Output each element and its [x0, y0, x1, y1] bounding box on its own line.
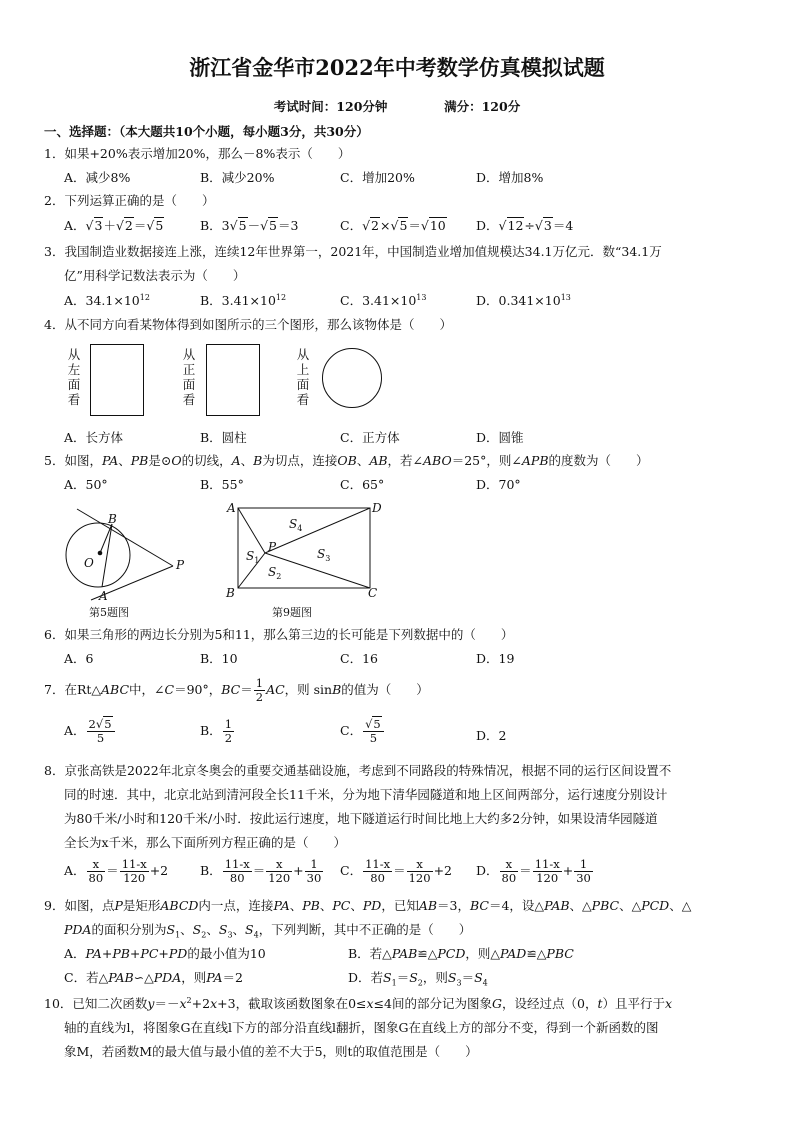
question-6-stem: 6．如果三角形的两边长分别为5和11，那么第三边的长可能是下列数据中的（ ） — [44, 627, 514, 642]
question-10-line2: 轴的直线为l，将图象G在直线l下方的部分沿直线l翻折，图象G在直线上方的部分不变，得到一个新函数的图 — [64, 1020, 659, 1035]
q8-option-d: D． $\frac{x}{80}$ ＝ $\frac{11-x}{120}$ + $\frac{1}{30}$ — [476, 857, 591, 885]
question-9-line2: PDA的面积分别为$S_1$、$S_2$、$S_3$、$S_4$，下列判断，其中不正确的是（ ） — [64, 922, 472, 940]
q2-option-b: B．3√5－√5＝3 — [200, 218, 299, 233]
q4-option-c: C．正方体 — [340, 430, 400, 445]
q1-option-a: A．减少8% — [64, 170, 131, 185]
q7-option-c: C． $\frac{√5}{5}$ — [340, 718, 385, 745]
q5-circle — [66, 523, 130, 587]
q5-option-b: B．55° — [200, 477, 244, 492]
q6-option-a: A．6 — [64, 651, 94, 666]
rectangle-abcd — [238, 508, 370, 588]
view-left-label: 从左面看 — [67, 347, 81, 407]
front-view-rectangle — [206, 344, 260, 416]
question-9-line1: 9．如图，点P是矩形ABCD内一点，连接PA、PB、PC、PD，已知AB＝3，BC＝4，设△PAB、△PBC、△PCD、△ — [44, 898, 692, 913]
label-o: O — [84, 556, 94, 570]
question-4-stem: 4．从不同方向看某物体得到如图所示的三个图形，那么该物体是（ ） — [44, 317, 452, 332]
segment-ab — [102, 524, 112, 587]
q6-option-b: B．10 — [200, 651, 238, 666]
label-d: D — [372, 501, 382, 515]
question-8-line4: 全长为x千米，那么下面所列方程正确的是（ ） — [64, 835, 347, 850]
q7-option-b: B． $\frac{1}{2}$ — [200, 717, 233, 745]
exam-info — [0, 97, 794, 115]
section-heading: 一、选择题：（本大题共10个小题，每小题3分，共30分） — [44, 124, 369, 139]
view-top-label: 从上面看 — [296, 347, 310, 407]
q5-option-d: D．70° — [476, 477, 521, 492]
q4-option-d: D．圆锥 — [476, 430, 524, 445]
question-8-line2: 同的时速．其中，北京北站到清河段全长11千米，分为地下清华园隧道和地上区间两部分，运行速度分别设计 — [64, 787, 668, 802]
q6-option-c: C．16 — [340, 651, 378, 666]
question-5-stem: 5．如图，PA、PB是⊙O的切线，A、B为切点，连接OB、AB，若∠ABO＝25°，则∠APB的度数为（ ） — [44, 453, 649, 468]
label-p: P — [176, 558, 185, 572]
q9-option-b: B．若△PAB≌△PCD，则△PAD≌△PBC — [348, 946, 574, 961]
question-8-line3: 为80千米/小时和120千米/小时．按此运行速度，地下隧道运行时间比地上大约多2分钟，如果设清华园隧道 — [64, 811, 658, 826]
label-a: A — [227, 501, 236, 515]
q9-option-d: D．若$S_1=S_2$，则$S_3=S_4$ — [348, 970, 488, 988]
q4-option-b: B．圆柱 — [200, 430, 247, 445]
q5-figure — [55, 505, 195, 605]
q6-option-d: D．19 — [476, 651, 515, 666]
label-p: P — [268, 540, 277, 554]
q5-figure-caption: 第5题图 — [89, 606, 129, 619]
label-b: B — [226, 586, 235, 600]
q1-option-b: B．减少20% — [200, 170, 275, 185]
q8-option-b: B． $\frac{11-x}{80}$ ＝ $\frac{x}{120}$ + $\frac{1}{30}$ — [200, 857, 322, 885]
left-view-rectangle — [90, 344, 144, 416]
q3-option-b: B．$3.41\times 10^{12}$ — [200, 292, 287, 308]
question-3-line1: 3．我国制造业数据接连上涨，连续12年世界第一，2021年，中国制造业增加值规模达34.1万亿元．数“34.1万 — [44, 244, 662, 259]
top-view-circle — [322, 348, 382, 408]
q8-option-c: C． $\frac{11-x}{80}$ ＝ $\frac{x}{120}$ +2 — [340, 857, 452, 885]
q2-option-a: A．√3＋√2＝√5 — [64, 218, 164, 233]
q5-option-c: C．65° — [340, 477, 385, 492]
label-s1: $S_1$ — [246, 549, 260, 565]
q1-option-d: D．增加8% — [476, 170, 544, 185]
question-1-stem: 1．如果+20%表示增加20%，那么－8%表示（ ） — [44, 146, 351, 161]
q9-figure-caption: 第9题图 — [272, 606, 312, 619]
q3-option-c: C．$3.41\times 10^{13}$ — [340, 292, 427, 308]
q9-figure — [222, 498, 387, 602]
exam-time: 考试时间：120分钟 — [273, 99, 388, 114]
q3-option-d: D．$0.341\times 10^{13}$ — [476, 292, 571, 308]
label-s3: $S_3$ — [317, 547, 331, 563]
label-s4: $S_4$ — [289, 517, 303, 533]
q9-option-a: A．PA+PB+PC+PD的最小值为10 — [64, 946, 266, 961]
question-2-stem: 2．下列运算正确的是（ ） — [44, 193, 215, 208]
q7-option-d: D．2 — [476, 728, 507, 743]
label-s2: $S_2$ — [268, 565, 282, 581]
q7-option-a: A． $\frac{2√5}{5}$ — [64, 718, 116, 745]
q2-option-d: D．√12÷√3＝4 — [476, 218, 574, 233]
label-b: B — [108, 512, 117, 526]
q8-option-a: A． $\frac{x}{80}$ ＝ $\frac{11-x}{120}$ +2 — [64, 857, 169, 885]
label-a: A — [99, 589, 108, 603]
view-front-label: 从正面看 — [182, 347, 196, 407]
exam-score: 满分：120分 — [444, 99, 521, 114]
segment-pa — [238, 508, 265, 553]
q1-option-c: C．增加20% — [340, 170, 415, 185]
question-7-stem: 7．在Rt△ABC中，∠C＝90°，BC＝ $\frac{1}{2}$ AC，则 sinB的值为（ ） — [44, 676, 429, 704]
q4-option-a: A．长方体 — [64, 430, 124, 445]
q5-option-a: A．50° — [64, 477, 108, 492]
q9-option-c: C．若△PAB∽△PDA，则PA＝2 — [64, 970, 243, 985]
center-dot — [98, 551, 103, 556]
q2-option-c: C．√2×√5＝√10 — [340, 218, 446, 233]
q3-option-a: A．$34.1\times 10^{12}$ — [64, 292, 150, 308]
question-10-line1: 10．已知二次函数$y=-x^2+2x+3$，截取该函数图象在0≤x≤4间的部分记为图象G，设经过点（0，t）且平行于x — [44, 995, 673, 1011]
page-title: 浙江省金华市2022年中考数学仿真模拟试题 — [189, 55, 605, 80]
question-10-line3: 象M，若函数M的最大值与最小值的差不大于5，则t的取值范围是（ ） — [64, 1044, 478, 1059]
question-3-line2: 亿”用科学记数法表示为（ ） — [64, 268, 246, 283]
question-8-line1: 8．京张高铁是2022年北京冬奥会的重要交通基础设施，考虑到不同路段的特殊情况，根据不同的运行区间设置不 — [44, 763, 672, 778]
label-c: C — [368, 586, 378, 600]
